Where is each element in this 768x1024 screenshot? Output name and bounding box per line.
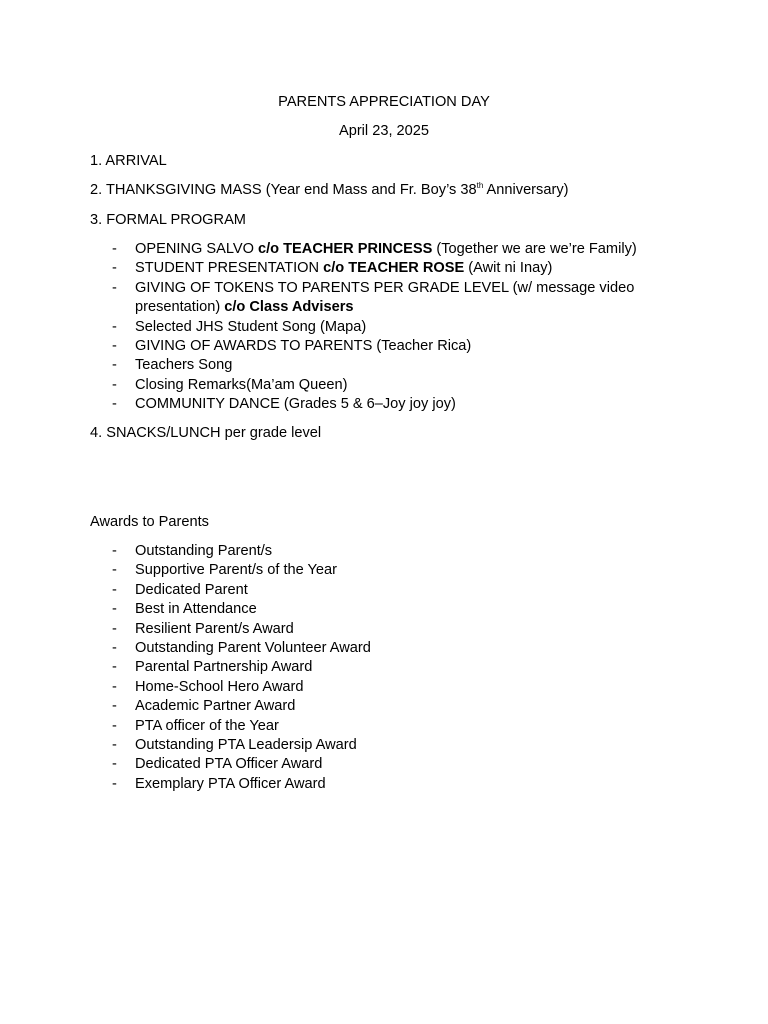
list-item-text: Selected JHS Student Song (Mapa) [135, 318, 367, 335]
program-item-arrival: 1. ARRIVAL [90, 153, 167, 169]
program-item-formal: 3. FORMAL PROGRAM [90, 212, 246, 228]
award-item [0, 678, 675, 697]
list-item [0, 376, 675, 395]
list-item-text: Teachers Song [135, 357, 233, 374]
award-item [0, 639, 675, 658]
list-dash: - [112, 717, 117, 734]
item-credit: c/o TEACHER PRINCESS [258, 241, 433, 257]
list-dash: - [112, 543, 117, 559]
list-item [0, 240, 675, 259]
list-dash: - [112, 640, 117, 657]
list-item [0, 279, 675, 318]
award-item-text: Best in Attendance [135, 601, 257, 618]
award-item [0, 658, 675, 677]
item-credit: c/o TEACHER ROSE [323, 260, 465, 277]
list-item [0, 259, 675, 278]
mass-text: 2. THANKSGIVING MASS (Year end Mass and Fr. Boy’s 38 [90, 182, 477, 198]
list-dash: - [112, 241, 117, 257]
awards-list [0, 542, 675, 794]
item-label: STUDENT PRESENTATION [135, 260, 324, 277]
list-dash: - [112, 659, 117, 676]
ordinal-suffix: th [476, 181, 484, 190]
document-date: April 23, 2025 [338, 123, 430, 139]
list-dash: - [112, 620, 117, 637]
list-dash: - [112, 318, 117, 335]
list-item-text: COMMUNITY DANCE (Grades 5 & 6–Joy joy joy) [135, 396, 456, 413]
award-item-text: Outstanding PTA Leadersip Award [135, 737, 357, 754]
awards-heading: Awards to Parents [90, 514, 209, 530]
list-item [0, 318, 675, 337]
list-dash: - [112, 279, 117, 296]
award-item [0, 600, 675, 619]
list-dash: - [112, 396, 117, 413]
list-item [0, 395, 675, 414]
award-item [0, 736, 675, 755]
award-item-text: Outstanding Parent Volunteer Award [135, 640, 371, 657]
list-item [0, 356, 675, 375]
award-item-text: Academic Partner Award [135, 698, 296, 715]
list-dash: - [112, 357, 117, 374]
list-dash: - [112, 756, 117, 773]
award-item-text: Home-School Hero Award [135, 678, 304, 695]
list-item [0, 337, 675, 356]
document-title: PARENTS APPRECIATION DAY [278, 94, 490, 110]
list-dash: - [112, 562, 117, 579]
program-item-mass [90, 181, 568, 199]
award-item-text: Dedicated Parent [135, 581, 248, 598]
list-dash: - [112, 376, 117, 393]
award-item [0, 620, 675, 639]
item-note: (Together we are we’re Family) [432, 241, 637, 257]
list-dash: - [112, 601, 117, 618]
award-item [0, 775, 675, 794]
list-dash: - [112, 581, 117, 598]
list-dash: - [112, 775, 117, 792]
award-item-text: Resilient Parent/s Award [135, 620, 294, 637]
award-item [0, 561, 675, 580]
award-item-text: PTA officer of the Year [135, 717, 279, 734]
list-item-text: GIVING OF AWARDS TO PARENTS (Teacher Rica) [135, 338, 472, 355]
formal-program-list [0, 240, 675, 415]
list-item-text: Closing Remarks(Ma’am Queen) [135, 376, 348, 393]
mass-text-end: Anniversary) [483, 182, 569, 198]
item-label: OPENING SALVO [135, 241, 258, 257]
award-item-text: Parental Partnership Award [135, 659, 313, 676]
award-item [0, 542, 675, 561]
item-note: (Awit ni Inay) [464, 260, 553, 277]
award-item-text: Exemplary PTA Officer Award [135, 775, 326, 792]
program-item-snacks: 4. SNACKS/LUNCH per grade level [90, 425, 322, 441]
list-dash: - [112, 698, 117, 715]
list-item-text [135, 279, 675, 318]
award-item [0, 581, 675, 600]
award-item-text: Dedicated PTA Officer Award [135, 756, 323, 773]
award-item [0, 755, 675, 774]
item-label: GIVING OF TOKENS TO PARENTS PER GRADE LEVEL (w/ message video presentation) [135, 279, 635, 316]
list-dash: - [112, 338, 117, 355]
list-dash: - [112, 260, 117, 277]
award-item-text: Outstanding Parent/s [135, 543, 273, 559]
list-item-text [135, 240, 675, 259]
list-dash: - [112, 737, 117, 754]
item-credit: c/o Class Advisers [224, 299, 354, 316]
award-item [0, 717, 675, 736]
list-item-text [135, 259, 675, 278]
list-dash: - [112, 678, 117, 695]
award-item-text: Supportive Parent/s of the Year [135, 562, 338, 579]
award-item [0, 697, 675, 716]
